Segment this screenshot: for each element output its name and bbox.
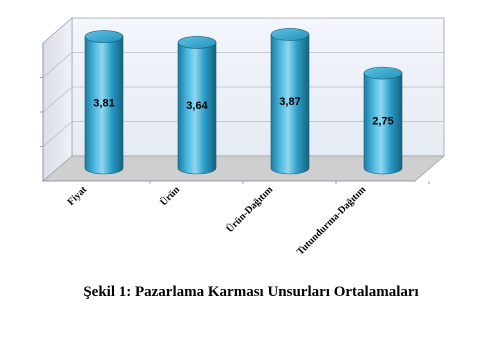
figure-caption: Şekil 1: Pazarlama Karması Unsurları Ortalamaları (83, 284, 419, 300)
bar-cap (271, 28, 309, 40)
x-tick-label: Tutundurma-Dağıtım (294, 184, 369, 258)
bar-value-label: 3,81 (93, 97, 115, 110)
x-axis-labels (66, 181, 429, 257)
bar-value-label: 3,64 (186, 100, 208, 113)
x-tick-label: Fiyat (65, 184, 90, 208)
bar-value-label: 3,87 (279, 96, 301, 109)
bar-cap (85, 31, 123, 43)
bar-cap (178, 36, 216, 48)
bar-value-label: 2,75 (372, 115, 394, 128)
x-tick-label: Ürün-Dağıtım (224, 184, 276, 235)
bar-cap (364, 67, 402, 79)
x-tick-label: Ürün (158, 184, 183, 209)
